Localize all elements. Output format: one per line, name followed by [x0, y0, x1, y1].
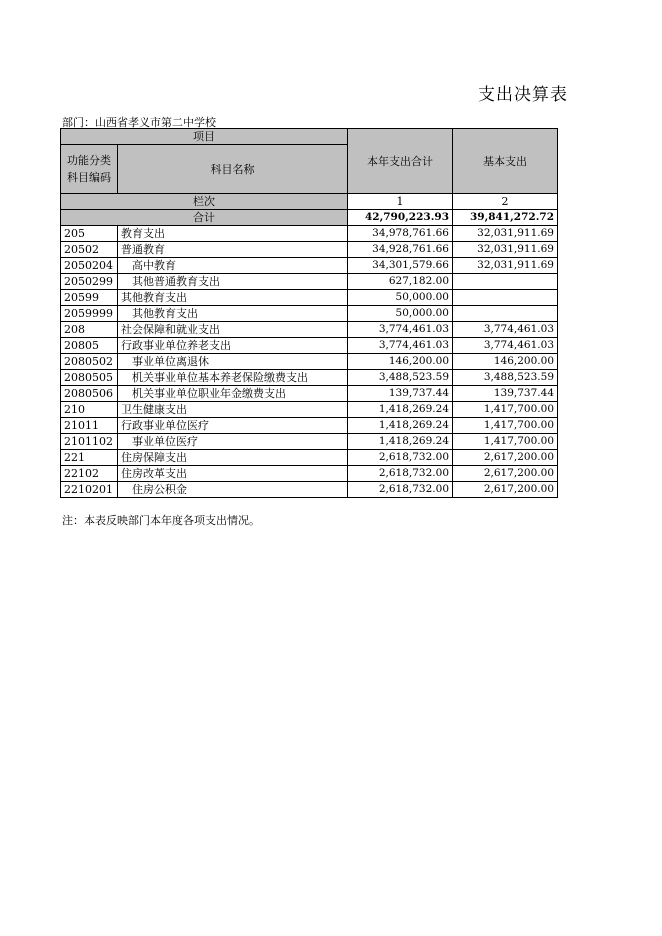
row-name: 住房改革支出 — [118, 466, 348, 482]
table-row — [61, 418, 558, 434]
row-total: 50,000.00 — [348, 306, 453, 322]
row-code: 2080505 — [61, 370, 118, 386]
header-basic-col: 基本支出 — [453, 129, 558, 194]
row-code: 20805 — [61, 338, 118, 354]
row-basic: 2,617,200.00 — [453, 450, 558, 466]
row-basic: 32,031,911.69 — [453, 258, 558, 274]
row-code: 2080502 — [61, 354, 118, 370]
row-name: 事业单位医疗 — [118, 434, 348, 450]
row-code: 20502 — [61, 242, 118, 258]
row-code: 2050204 — [61, 258, 118, 274]
expenditure-table — [60, 128, 558, 498]
row-basic: 1,417,700.00 — [453, 418, 558, 434]
row-total: 50,000.00 — [348, 290, 453, 306]
header-seq-2: 2 — [453, 194, 558, 210]
department-label: 部门：山西省孝义市第二中学校 — [62, 116, 216, 129]
table-row — [61, 354, 558, 370]
table-row — [61, 338, 558, 354]
row-name: 住房保障支出 — [118, 450, 348, 466]
row-total: 2,618,732.00 — [348, 466, 453, 482]
header-seq-1: 1 — [348, 194, 453, 210]
row-code: 2101102 — [61, 434, 118, 450]
table-row — [61, 274, 558, 290]
row-code: 221 — [61, 450, 118, 466]
row-basic: 3,774,461.03 — [453, 338, 558, 354]
header-code-col — [61, 145, 118, 194]
row-total: 34,978,761.66 — [348, 226, 453, 242]
row-total: 34,301,579.66 — [348, 258, 453, 274]
row-basic — [453, 290, 558, 306]
row-code: 208 — [61, 322, 118, 338]
header-project: 项目 — [61, 129, 348, 145]
table-row — [61, 466, 558, 482]
row-code: 22102 — [61, 466, 118, 482]
table-row — [61, 434, 558, 450]
row-name: 其他普通教育支出 — [118, 274, 348, 290]
row-name: 其他教育支出 — [118, 290, 348, 306]
row-basic — [453, 274, 558, 290]
table-row — [61, 322, 558, 338]
row-basic: 2,617,200.00 — [453, 466, 558, 482]
row-code: 21011 — [61, 418, 118, 434]
row-basic: 1,417,700.00 — [453, 434, 558, 450]
header-code-label-1: 功能分类 — [67, 154, 111, 167]
total-label: 合计 — [61, 210, 348, 226]
row-total: 1,418,269.24 — [348, 402, 453, 418]
table-row — [61, 242, 558, 258]
row-total: 3,774,461.03 — [348, 322, 453, 338]
total-amount: 42,790,223.93 — [348, 210, 453, 226]
row-code: 205 — [61, 226, 118, 242]
row-basic: 146,200.00 — [453, 354, 558, 370]
row-basic: 1,417,700.00 — [453, 402, 558, 418]
row-total: 627,182.00 — [348, 274, 453, 290]
header-seq-label: 栏次 — [61, 194, 348, 210]
row-code: 2050299 — [61, 274, 118, 290]
row-basic: 32,031,911.69 — [453, 226, 558, 242]
row-name: 行政事业单位养老支出 — [118, 338, 348, 354]
row-name: 普通教育 — [118, 242, 348, 258]
row-name: 卫生健康支出 — [118, 402, 348, 418]
table-row — [61, 402, 558, 418]
table-row — [61, 290, 558, 306]
row-total: 3,774,461.03 — [348, 338, 453, 354]
row-total: 3,488,523.59 — [348, 370, 453, 386]
page-title: 支出决算表 — [478, 85, 568, 105]
row-name: 事业单位离退休 — [118, 354, 348, 370]
row-name: 机关事业单位职业年金缴费支出 — [118, 386, 348, 402]
table-row — [61, 482, 558, 498]
table-row — [61, 386, 558, 402]
header-name-col: 科目名称 — [118, 145, 348, 194]
row-code: 20599 — [61, 290, 118, 306]
row-total: 2,618,732.00 — [348, 482, 453, 498]
table-row — [61, 450, 558, 466]
row-name: 机关事业单位基本养老保险缴费支出 — [118, 370, 348, 386]
row-total: 139,737.44 — [348, 386, 453, 402]
row-name: 行政事业单位医疗 — [118, 418, 348, 434]
row-total: 34,928,761.66 — [348, 242, 453, 258]
row-total: 2,618,732.00 — [348, 450, 453, 466]
row-code: 210 — [61, 402, 118, 418]
row-name: 高中教育 — [118, 258, 348, 274]
row-code: 2080506 — [61, 386, 118, 402]
row-name: 其他教育支出 — [118, 306, 348, 322]
table-row — [61, 258, 558, 274]
footnote: 注：本表反映部门本年度各项支出情况。 — [62, 514, 260, 527]
row-basic: 3,774,461.03 — [453, 322, 558, 338]
row-basic — [453, 306, 558, 322]
row-basic: 2,617,200.00 — [453, 482, 558, 498]
total-basic: 39,841,272.72 — [453, 210, 558, 226]
header-total-col: 本年支出合计 — [348, 129, 453, 194]
row-total: 1,418,269.24 — [348, 434, 453, 450]
row-code: 2059999 — [61, 306, 118, 322]
row-basic: 32,031,911.69 — [453, 242, 558, 258]
row-name: 社会保障和就业支出 — [118, 322, 348, 338]
table-row — [61, 370, 558, 386]
row-name: 教育支出 — [118, 226, 348, 242]
row-total: 1,418,269.24 — [348, 418, 453, 434]
row-basic: 3,488,523.59 — [453, 370, 558, 386]
row-name: 住房公积金 — [118, 482, 348, 498]
table-row — [61, 306, 558, 322]
row-code: 2210201 — [61, 482, 118, 498]
row-total: 146,200.00 — [348, 354, 453, 370]
table-row — [61, 226, 558, 242]
row-basic: 139,737.44 — [453, 386, 558, 402]
header-code-label-2: 科目编码 — [67, 171, 111, 184]
table-body — [61, 226, 558, 498]
